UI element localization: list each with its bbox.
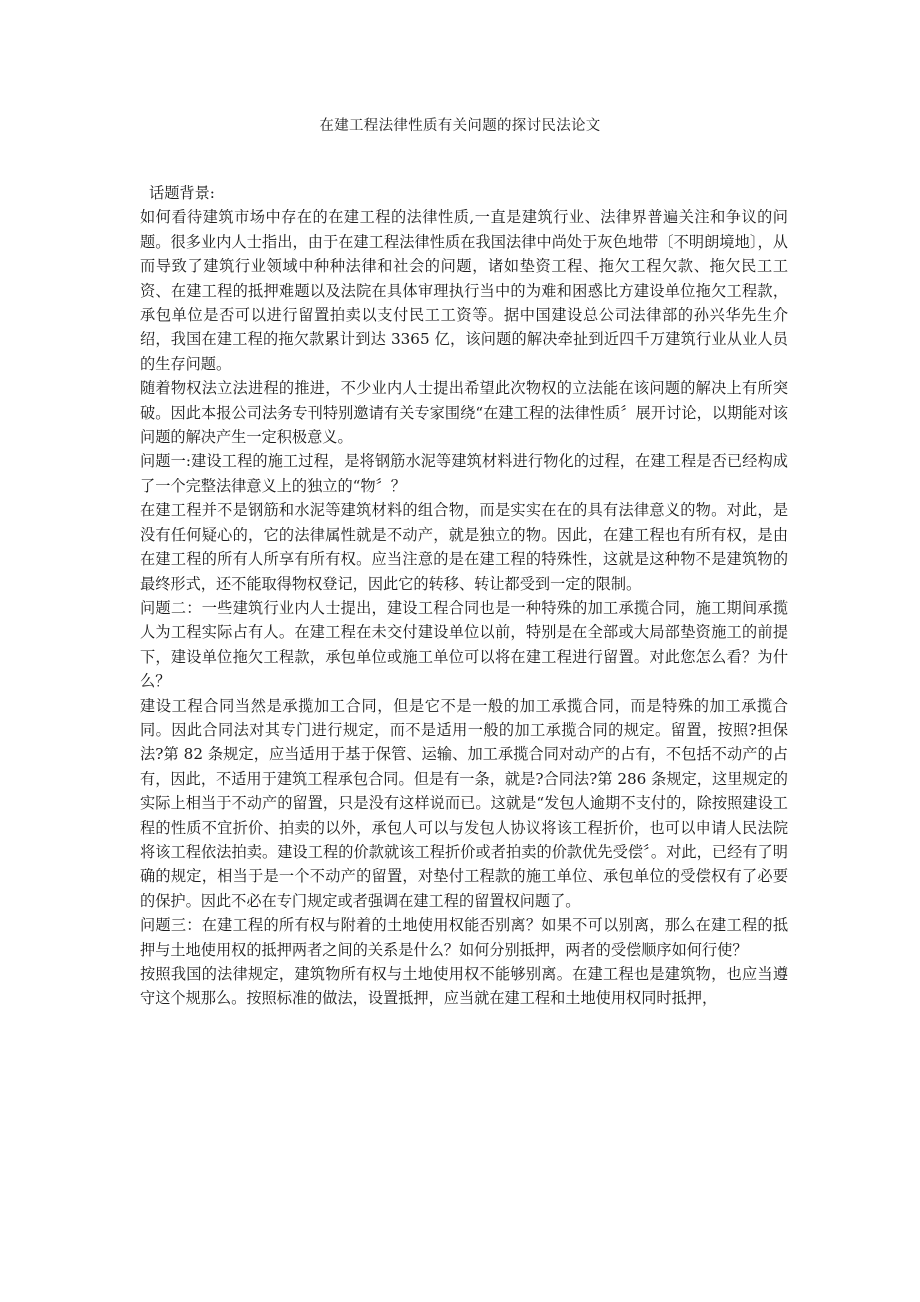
paragraph-invitation: 随着物权法立法进程的推进，不少业内人士提出希望此次物权的立法能在该问题的解决上有所突破。因此本报公司法务专刊特别邀请有关专家围绕“在建工程的法律性质〞展开讨论，以期能对该问题的解决产生一定积极意义。 [140,379,788,447]
paragraph-answer-3: 按照我国的法律规定，建筑物所有权与土地使用权不能够别离。在建工程也是建筑物，也应当遵守这个规那么。按照标准的做法，设置抵押，应当就在建工程和土地使用权同时抵押， [140,965,788,1008]
document-body [140,181,788,1011]
paragraph-question-2: 问题二：一些建筑行业内人士提出，建设工程合同也是一种特殊的加工承揽合同，施工期间承揽人为工程实际占有人。在建工程在未交付建设单位以前，特别是在全部或大局部垫资施工的前提下，建设单位拖欠工程款，承包单位或施工单位可以将在建工程进行留置。对此您怎么看？为什么？ [140,598,788,691]
paragraph-background-heading: 话题背景: [149,184,215,202]
paragraph-question-1: 问题一:建设工程的施工过程，是将钢筋水泥等建筑材料进行物化的过程，在建工程是否已经构成了一个完整法律意义上的独立的“物〞？ [140,452,788,495]
paragraph-answer-2: 建设工程合同当然是承揽加工合同，但是它不是一般的加工承揽合同，而是特殊的加工承揽合同。因此合同法对其专门进行规定，而不是适用一般的加工承揽合同的规定。留置，按照?担保法?第 82 条规定，应当适用于基于保管、运输、加工承揽合同对动产的占有，不包括不动产的占有，因此，不适用于建筑工程承包合同。但是有一条，就是?合同法?第 286 条规定，这里规定的实际上相当于不动产的留置，只是没有这样说而已。这就是“发包人逾期不支付的，除按照建设工程的性质不宜折价、拍卖的以外，承包人可以与发包人协议将该工程折价，也可以申请人民法院将该工程依法拍卖。建设工程的价款就该工程折价或者拍卖的价款优先受偿〞。对此，已经有了明确的规定，相当于是一个不动产的留置，对垫付工程款的施工单位、承包单位的受偿权有了必要的保护。因此不必在专门规定或者强调在建工程的留置权问题了。 [140,696,788,910]
document-title: 在建工程法律性质有关问题的探讨民法论文 [319,118,601,134]
paragraph-background-text: 如何看待建筑市场中存在的在建工程的法律性质,一直是建筑行业、法律界普遍关注和争议的问题。很多业内人士指出，由于在建工程法律性质在我国法律中尚处于灰色地带〔不明朗境地〕，从而导致了建筑行业领域中种种法律和社会的问题，诸如垫资工程、拖欠工程欠款、拖欠民工工资、在建工程的抵押难题以及法院在具体审理执行当中的为难和困惑比方建设单位拖欠工程款，承包单位是否可以进行留置拍卖以支付民工工资等。据中国建设总公司法律部的孙兴华先生介绍，我国在建工程的拖欠款累计到达 3365 亿，该问题的解决牵扯到近四千万建筑行业从业人员的生存问题。 [140,208,788,373]
paragraph-question-3: 问题三：在建工程的所有权与附着的土地使用权能否别离？如果不可以别离，那么在建工程的抵押与土地使用权的抵押两者之间的关系是什么？如何分别抵押，两者的受偿顺序如何行使？ [140,916,788,959]
paragraph-answer-1: 在建工程并不是钢筋和水泥等建筑材料的组合物，而是实实在在的具有法律意义的物。对此，是没有任何疑心的，它的法律属性就是不动产，就是独立的物。因此，在建工程也有所有权，是由在建工程的所有人所享有所有权。应当注意的是在建工程的特殊性，这就是这种物不是建筑物的最终形式，还不能取得物权登记，因此它的转移、转让都受到一定的限制。 [140,501,788,593]
